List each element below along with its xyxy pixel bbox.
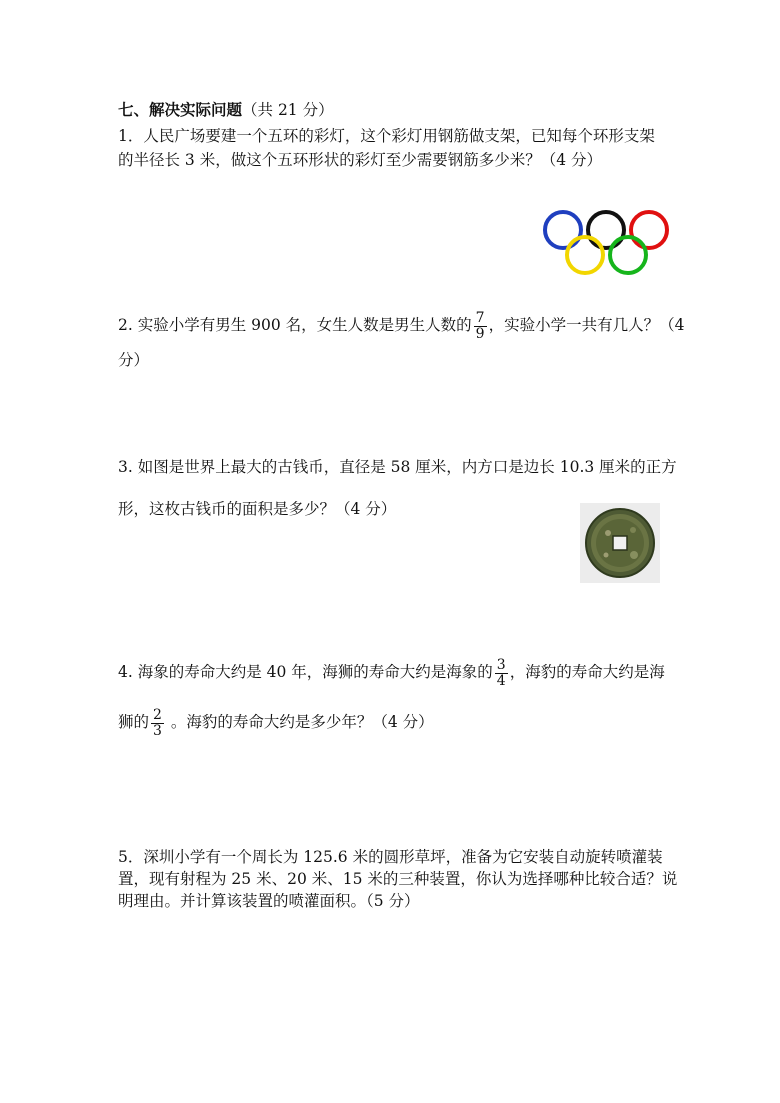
- q2-line2: 分）: [118, 351, 150, 369]
- q4-text-after: ，海豹的寿命大约是海: [509, 663, 665, 681]
- q2-frac-den: 9: [475, 325, 485, 342]
- olympic-rings-image: [540, 208, 674, 280]
- section-score: （共 21 分）: [242, 101, 334, 119]
- q4-fraction-1: [495, 658, 508, 689]
- q4-frac2-num: 2: [153, 706, 162, 723]
- q4-frac1-den: 4: [496, 672, 506, 689]
- ring-blue: [545, 212, 581, 248]
- q4-text-before: 4. 海象的寿命大约是 40 年，海狮的寿命大约是海象的: [118, 663, 493, 681]
- section-heading: [118, 100, 334, 120]
- q4-frac1-num: 3: [496, 656, 506, 673]
- ring-green: [610, 237, 646, 273]
- q5-line1: 5．深圳小学有一个周长为 125.6 米的圆形草坪，准备为它安装自动旋转喷灌装: [118, 848, 663, 866]
- q2-text-before: 2. 实验小学有男生 900 名，女生人数是男生人数的: [118, 316, 472, 334]
- q2-text-after: ，实验小学一共有几人？（4: [488, 316, 685, 334]
- ring-yellow: [567, 237, 603, 273]
- ring-red: [631, 212, 667, 248]
- q2-fraction: [474, 311, 487, 342]
- ancient-coin-image: [580, 503, 660, 583]
- q1-line2: 的半径长 3 米，做这个五环形状的彩灯至少需要钢筋多少米？（4 分）: [118, 151, 603, 169]
- q3-line1: 3. 如图是世界上最大的古钱币，直径是 58 厘米，内方口是边长 10.3 厘米的正方: [118, 458, 677, 476]
- q5-line3: 明理由。并计算该装置的喷灌面积。（5 分）: [118, 892, 420, 910]
- q2-frac-num: 7: [475, 309, 485, 326]
- q4-fraction-2: [151, 708, 164, 739]
- q4-line2: [118, 705, 434, 739]
- q3-line2: 形，这枚古钱币的面积是多少？（4 分）: [118, 500, 397, 518]
- q4-line1: [118, 655, 665, 689]
- q2-line1: [118, 308, 684, 342]
- ring-black: [588, 212, 624, 248]
- q1-line1: 1．人民广场要建一个五环的彩灯，这个彩灯用钢筋做支架，已知每个环形支架: [118, 127, 655, 145]
- q5-line2: 置，现有射程为 25 米、20 米、15 米的三种装置，你认为选择哪种比较合适？说: [118, 870, 678, 888]
- q4-line2-after: 。海豹的寿命大约是多少年？（4 分）: [165, 713, 434, 731]
- q4-line2-before: 狮的: [118, 713, 150, 731]
- q4-frac2-den: 3: [153, 722, 162, 739]
- section-title: 七、解决实际问题: [118, 100, 243, 119]
